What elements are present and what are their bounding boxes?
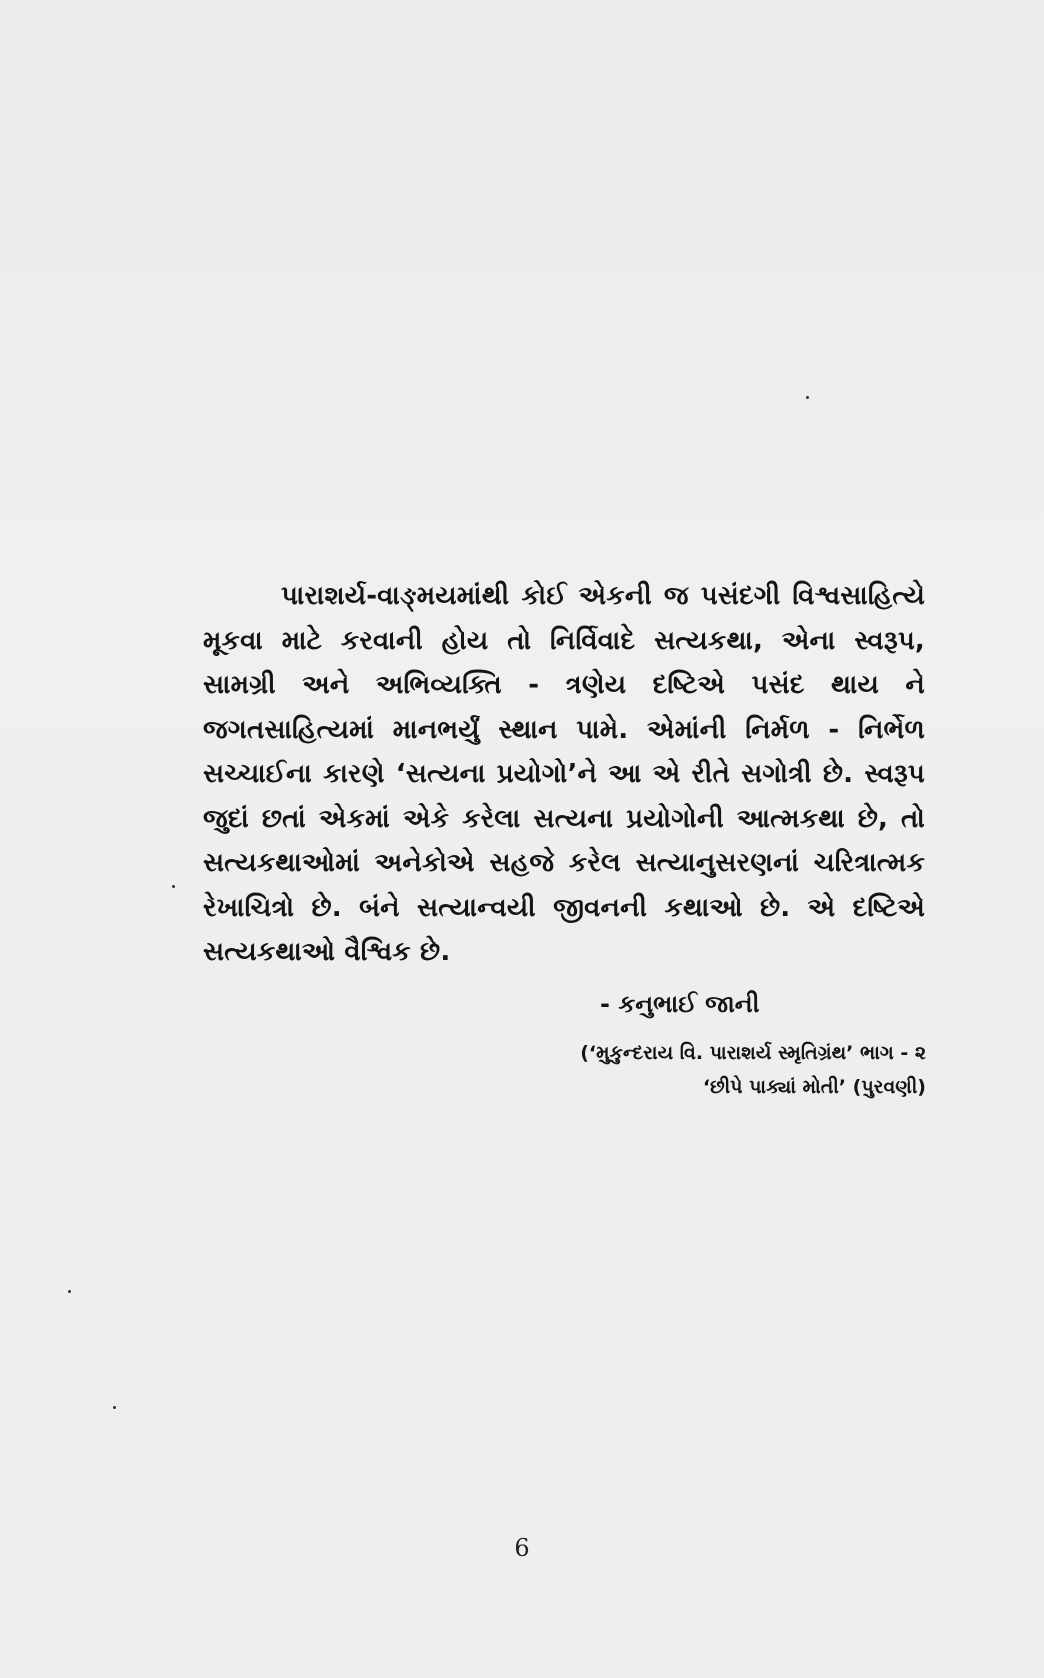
- scan-speck: [68, 1290, 71, 1293]
- scan-speck: [172, 885, 175, 888]
- source-line-1: (‘મુકુન્દરાય વિ. પારાશર્ય સ્મૃતિગ્રંથ’ ભાગ - ૨: [580, 1042, 926, 1064]
- page-shadow: [0, 0, 1044, 190]
- author-attribution: - કનુભાઈ જાની: [600, 990, 760, 1018]
- scan-speck: [113, 1406, 116, 1409]
- scan-speck: [806, 396, 809, 399]
- quoted-passage: પારાશર્ય-વાઙ્મયમાંથી કોઈ એકની જ પસંદગી વિશ્વસાહિત્યે મૂકવા માટે કરવાની હોય તો નિર્વિવાદે સત્યકથા, એના સ્વરૂપ, સામગ્રી અને અભિવ્યક્તિ - ત્રણેય દષ્ટિએ પસંદ થાય ને જગતસાહિત્યમાં માનભર્યું સ્થાન પામે. એમાંની નિર્મળ - નિર્ભેળ સચ્ચાઈના કારણે ‘સત્યના પ્રયોગો’ને આ એ રીતે સગોત્રી છે. સ્વરૂપ જુદાં છતાં એકમાં એકે કરેલા સત્યના પ્રયોગોની આત્મકથા છે, તો સત્યકથાઓમાં અનેકોએ સહજે કરેલ સત્યાનુસરણનાં ચરિત્રાત્મક રેખાચિત્રો છે. બંને સત્યાન્વયી જીવનની કથાઓ છે. એ દષ્ટિએ સત્યકથાઓ વૈશ્વિક છે.: [203, 581, 925, 967]
- page-number: 6: [514, 1534, 530, 1562]
- source-citation: [580, 1036, 926, 1104]
- source-line-2: ‘છીપે પાક્યાં મોતી’ (પુરવણી): [702, 1076, 926, 1098]
